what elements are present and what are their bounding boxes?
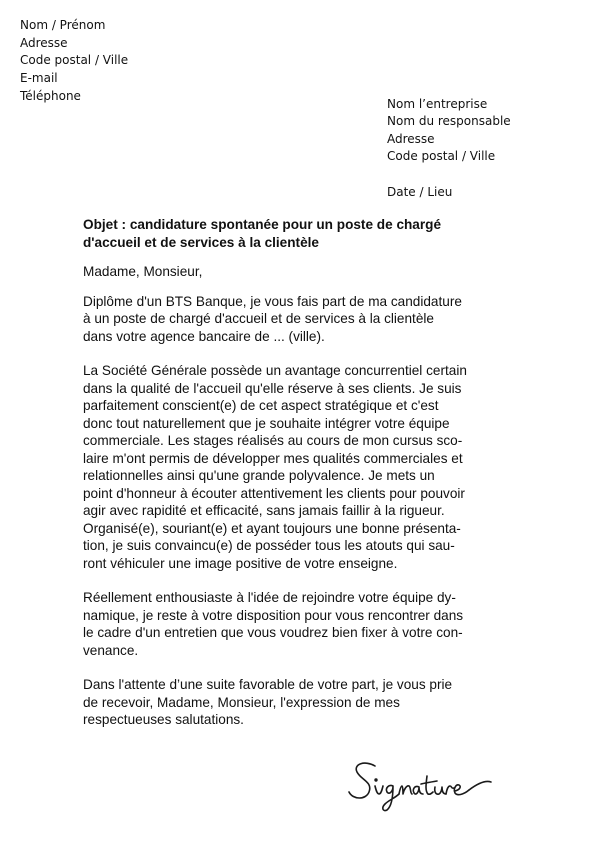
recipient-manager: Nom du responsable [387, 114, 511, 129]
paragraph-line: tion, je suis convaincu(e) de posséder tous les atouts qui sau- [83, 538, 455, 553]
letter-body [83, 216, 523, 746]
sender-block [20, 17, 128, 106]
subject-line [83, 216, 523, 251]
sender-email: E-mail [20, 71, 58, 86]
handwritten-signature [345, 758, 495, 813]
paragraph-line: point d'honneur à écouter attentivement les clients pour pouvoir [83, 485, 465, 501]
recipient-block [387, 96, 511, 165]
paragraph-line: Dans l'attente d’une suite favorable de votre part, je vous prie [83, 677, 453, 692]
salutation: Madame, Monsieur, [83, 264, 203, 279]
paragraph-line: namique, je reste à votre disposition pour vous rencontrer dans [83, 607, 464, 623]
paragraph-line: à un poste de chargé d'accueil et de services à la clientèle [83, 311, 434, 326]
paragraph-line: laire m'ont permis de développer mes qualités commerciales et [83, 450, 463, 466]
recipient-postal-city: Code postal / Ville [387, 148, 496, 163]
paragraph-line: le cadre d'un entretien que vous voudrez bien fixer à votre con- [83, 625, 463, 640]
paragraph-line: relationnelles ainsi qu'une grande polyvalence. Je mets un [83, 468, 435, 483]
paragraph-line: venance. [83, 642, 139, 658]
date-place: Date / Lieu [387, 185, 453, 199]
paragraph-line: Réellement enthousiaste à l'idée de rejoindre votre équipe dy- [83, 590, 456, 605]
paragraph-2 [83, 362, 523, 572]
paragraph-line: respectueuses salutations. [83, 712, 244, 727]
sender-name: Nom / Prénom [20, 18, 106, 32]
sender-phone: Téléphone [20, 88, 81, 103]
paragraph-line: commerciale. Les stages réalisés au cours de mon cursus sco- [83, 433, 463, 448]
paragraph-line: de recevoir, Madame, Monsieur, l'expression de mes [83, 694, 400, 710]
paragraph-4 [83, 676, 523, 729]
paragraph-3 [83, 589, 523, 659]
paragraph-line: Diplôme d'un BTS Banque, je vous fais part de ma candidature [83, 293, 462, 309]
sender-postal-city: Code postal / Ville [20, 53, 129, 68]
paragraph-line: dans la qualité de l'accueil qu'elle réserve à ses clients. Je suis [83, 380, 462, 396]
subject-line-1: Objet : candidature spontanée pour un poste de chargé [83, 217, 442, 232]
subject-line-2: d'accueil et de services à la clientèle [83, 234, 319, 250]
paragraph-line: La Société Générale possède un avantage concurrentiel certain [83, 363, 467, 378]
paragraph-1 [83, 293, 523, 346]
paragraph-line: dans votre agence bancaire de ... (ville). [83, 328, 325, 344]
paragraph-line: donc tout naturellement que je souhaite intégrer votre équipe [83, 415, 450, 431]
sender-address: Adresse [20, 35, 68, 50]
paragraph-line: parfaitement conscient(e) de cet aspect stratégique et c'est [83, 398, 439, 413]
recipient-address: Adresse [387, 131, 435, 146]
paragraph-line: agir avec rapidité et efficacité, sans jamais faillir à la rigueur. [83, 503, 445, 518]
paragraph-line: ront véhiculer une image positive de votre enseigne. [83, 555, 398, 571]
recipient-company: Nom l’entreprise [387, 97, 488, 111]
paragraph-line: Organisé(e), souriant(e) et ayant toujours une bonne présenta- [83, 520, 461, 536]
